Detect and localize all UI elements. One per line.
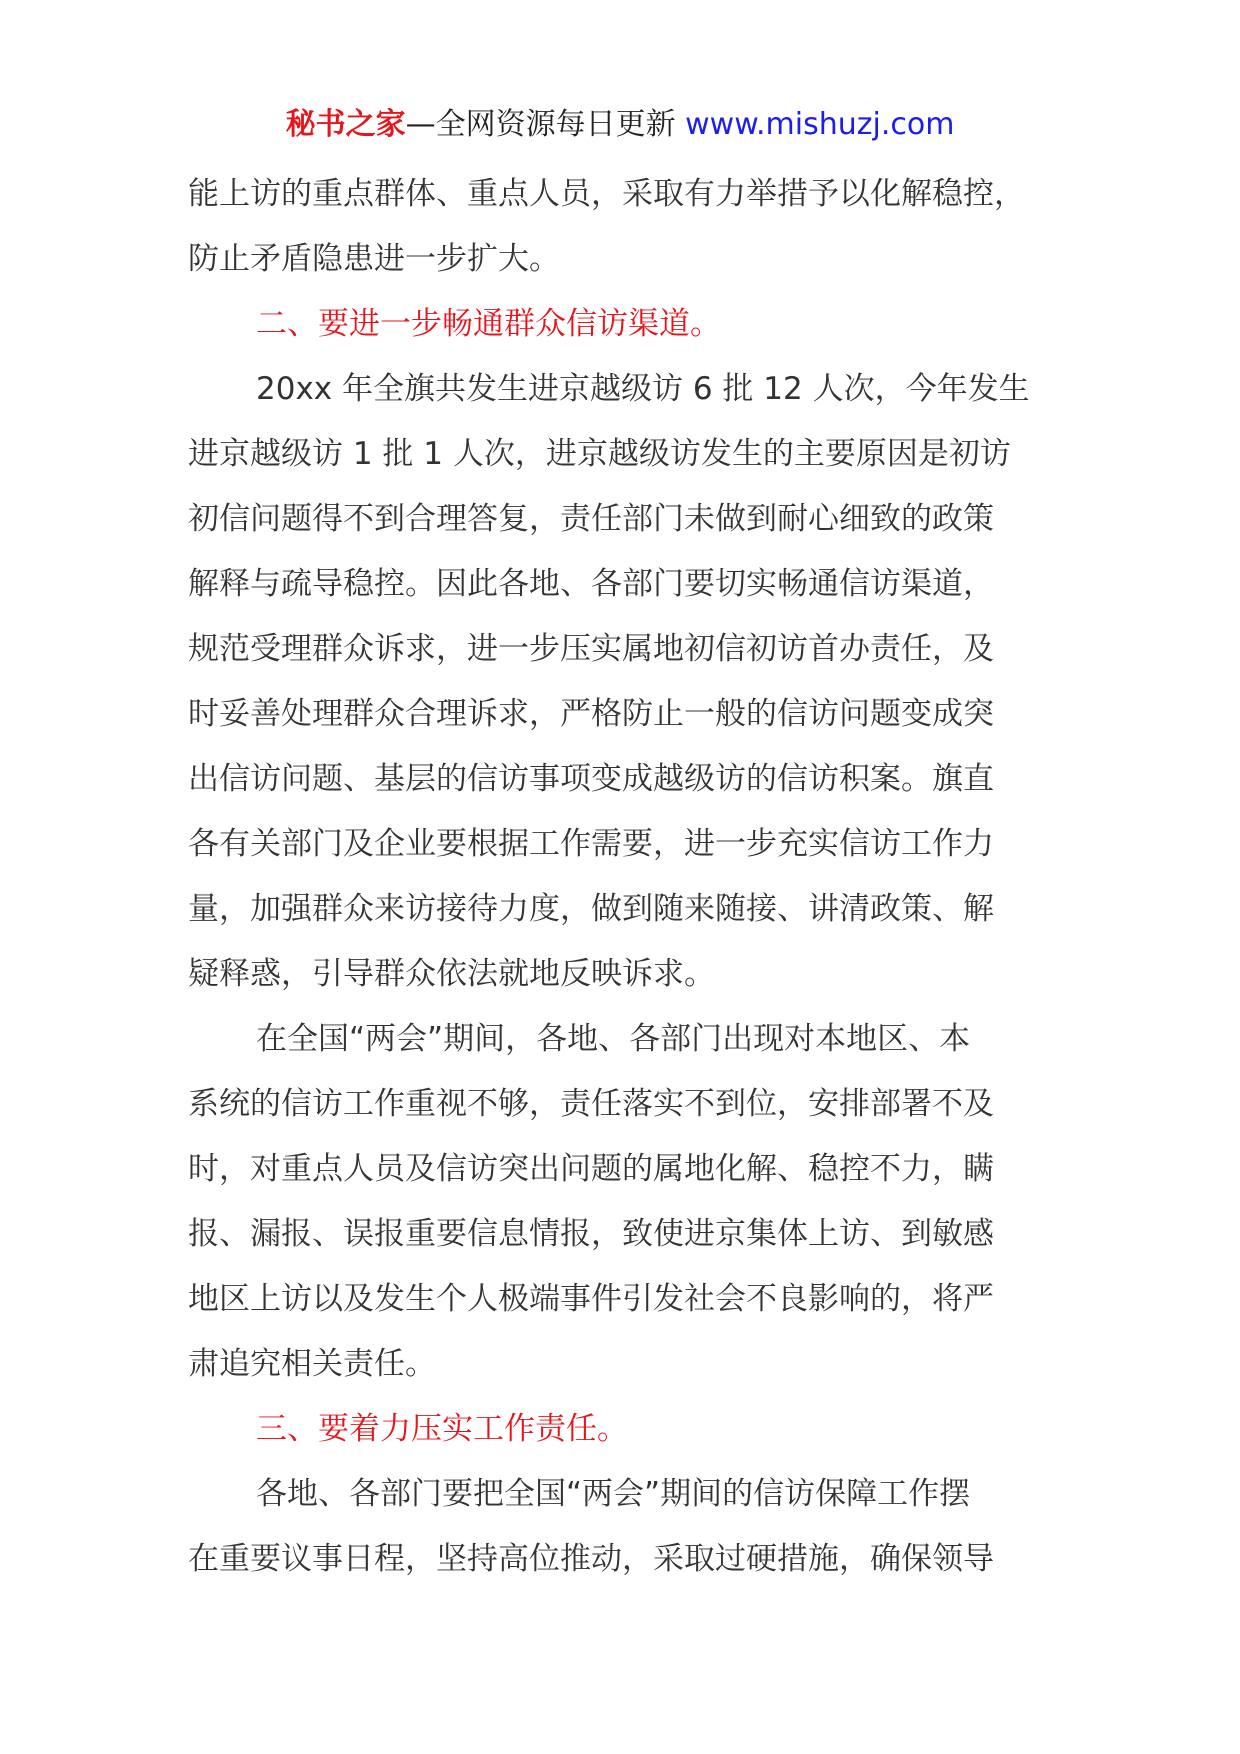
paragraph-start: 20xx 年全旗共发生进京越级访 6 批 12 人次，今年发生: [256, 371, 1030, 407]
paragraph-start: 在全国“两会”期间，各地、各部门出现对本地区、本: [256, 1021, 971, 1057]
body-line: 报、漏报、误报重要信息情报，致使进京集体上访、到敏感: [188, 1216, 994, 1252]
body-line: 时妥善处理群众合理诉求，严格防止一般的信访问题变成突: [188, 696, 994, 732]
brand-name: 秘书之家: [285, 107, 406, 142]
body-line: 时，对重点人员及信访突出问题的属地化解、稳控不力，瞒: [188, 1151, 994, 1187]
section-heading-3: 三、要着力压实工作责任。: [256, 1411, 628, 1447]
body-line: 各有关部门及企业要根据工作需要，进一步充实信访工作力: [188, 826, 994, 862]
body-line: 肃追究相关责任。: [188, 1346, 436, 1382]
body-line: 地区上访以及发生个人极端事件引发社会不良影响的，将严: [188, 1281, 994, 1317]
section-heading-2: 二、要进一步畅通群众信访渠道。: [256, 306, 721, 342]
paragraph-start: 各地、各部门要把全国“两会”期间的信访保障工作摆: [256, 1476, 971, 1512]
body-line: 系统的信访工作重视不够，责任落实不到位，安排部署不及: [188, 1086, 994, 1122]
body-line: 量，加强群众来访接待力度，做到随来随接、讲清政策、解: [188, 891, 994, 927]
body-line: 初信问题得不到合理答复，责任部门未做到耐心细致的政策: [188, 501, 994, 537]
body-line: 防止矛盾隐患进一步扩大。: [188, 241, 560, 277]
body-line: 出信访问题、基层的信访事项变成越级访的信访积案。旗直: [188, 761, 994, 797]
body-line: 进京越级访 1 批 1 人次，进京越级访发生的主要原因是初访: [188, 436, 1011, 472]
body-line: 解释与疏导稳控。因此各地、各部门要切实畅通信访渠道，: [188, 566, 994, 602]
body-line: 在重要议事日程，坚持高位推动，采取过硬措施，确保领导: [188, 1541, 994, 1577]
body-line: 规范受理群众诉求，进一步压实属地初信初访首办责任，及: [188, 631, 994, 667]
document-body: [188, 162, 1054, 1592]
body-line: 能上访的重点群体、重点人员，采取有力举措予以化解稳控，: [188, 176, 1025, 212]
site-header: [0, 98, 1240, 152]
site-url-link[interactable]: www.mishuzj.com: [685, 107, 955, 142]
body-line: 疑释惑，引导群众依法就地反映诉求。: [188, 956, 715, 992]
site-slogan: —全网资源每日更新: [405, 107, 676, 142]
